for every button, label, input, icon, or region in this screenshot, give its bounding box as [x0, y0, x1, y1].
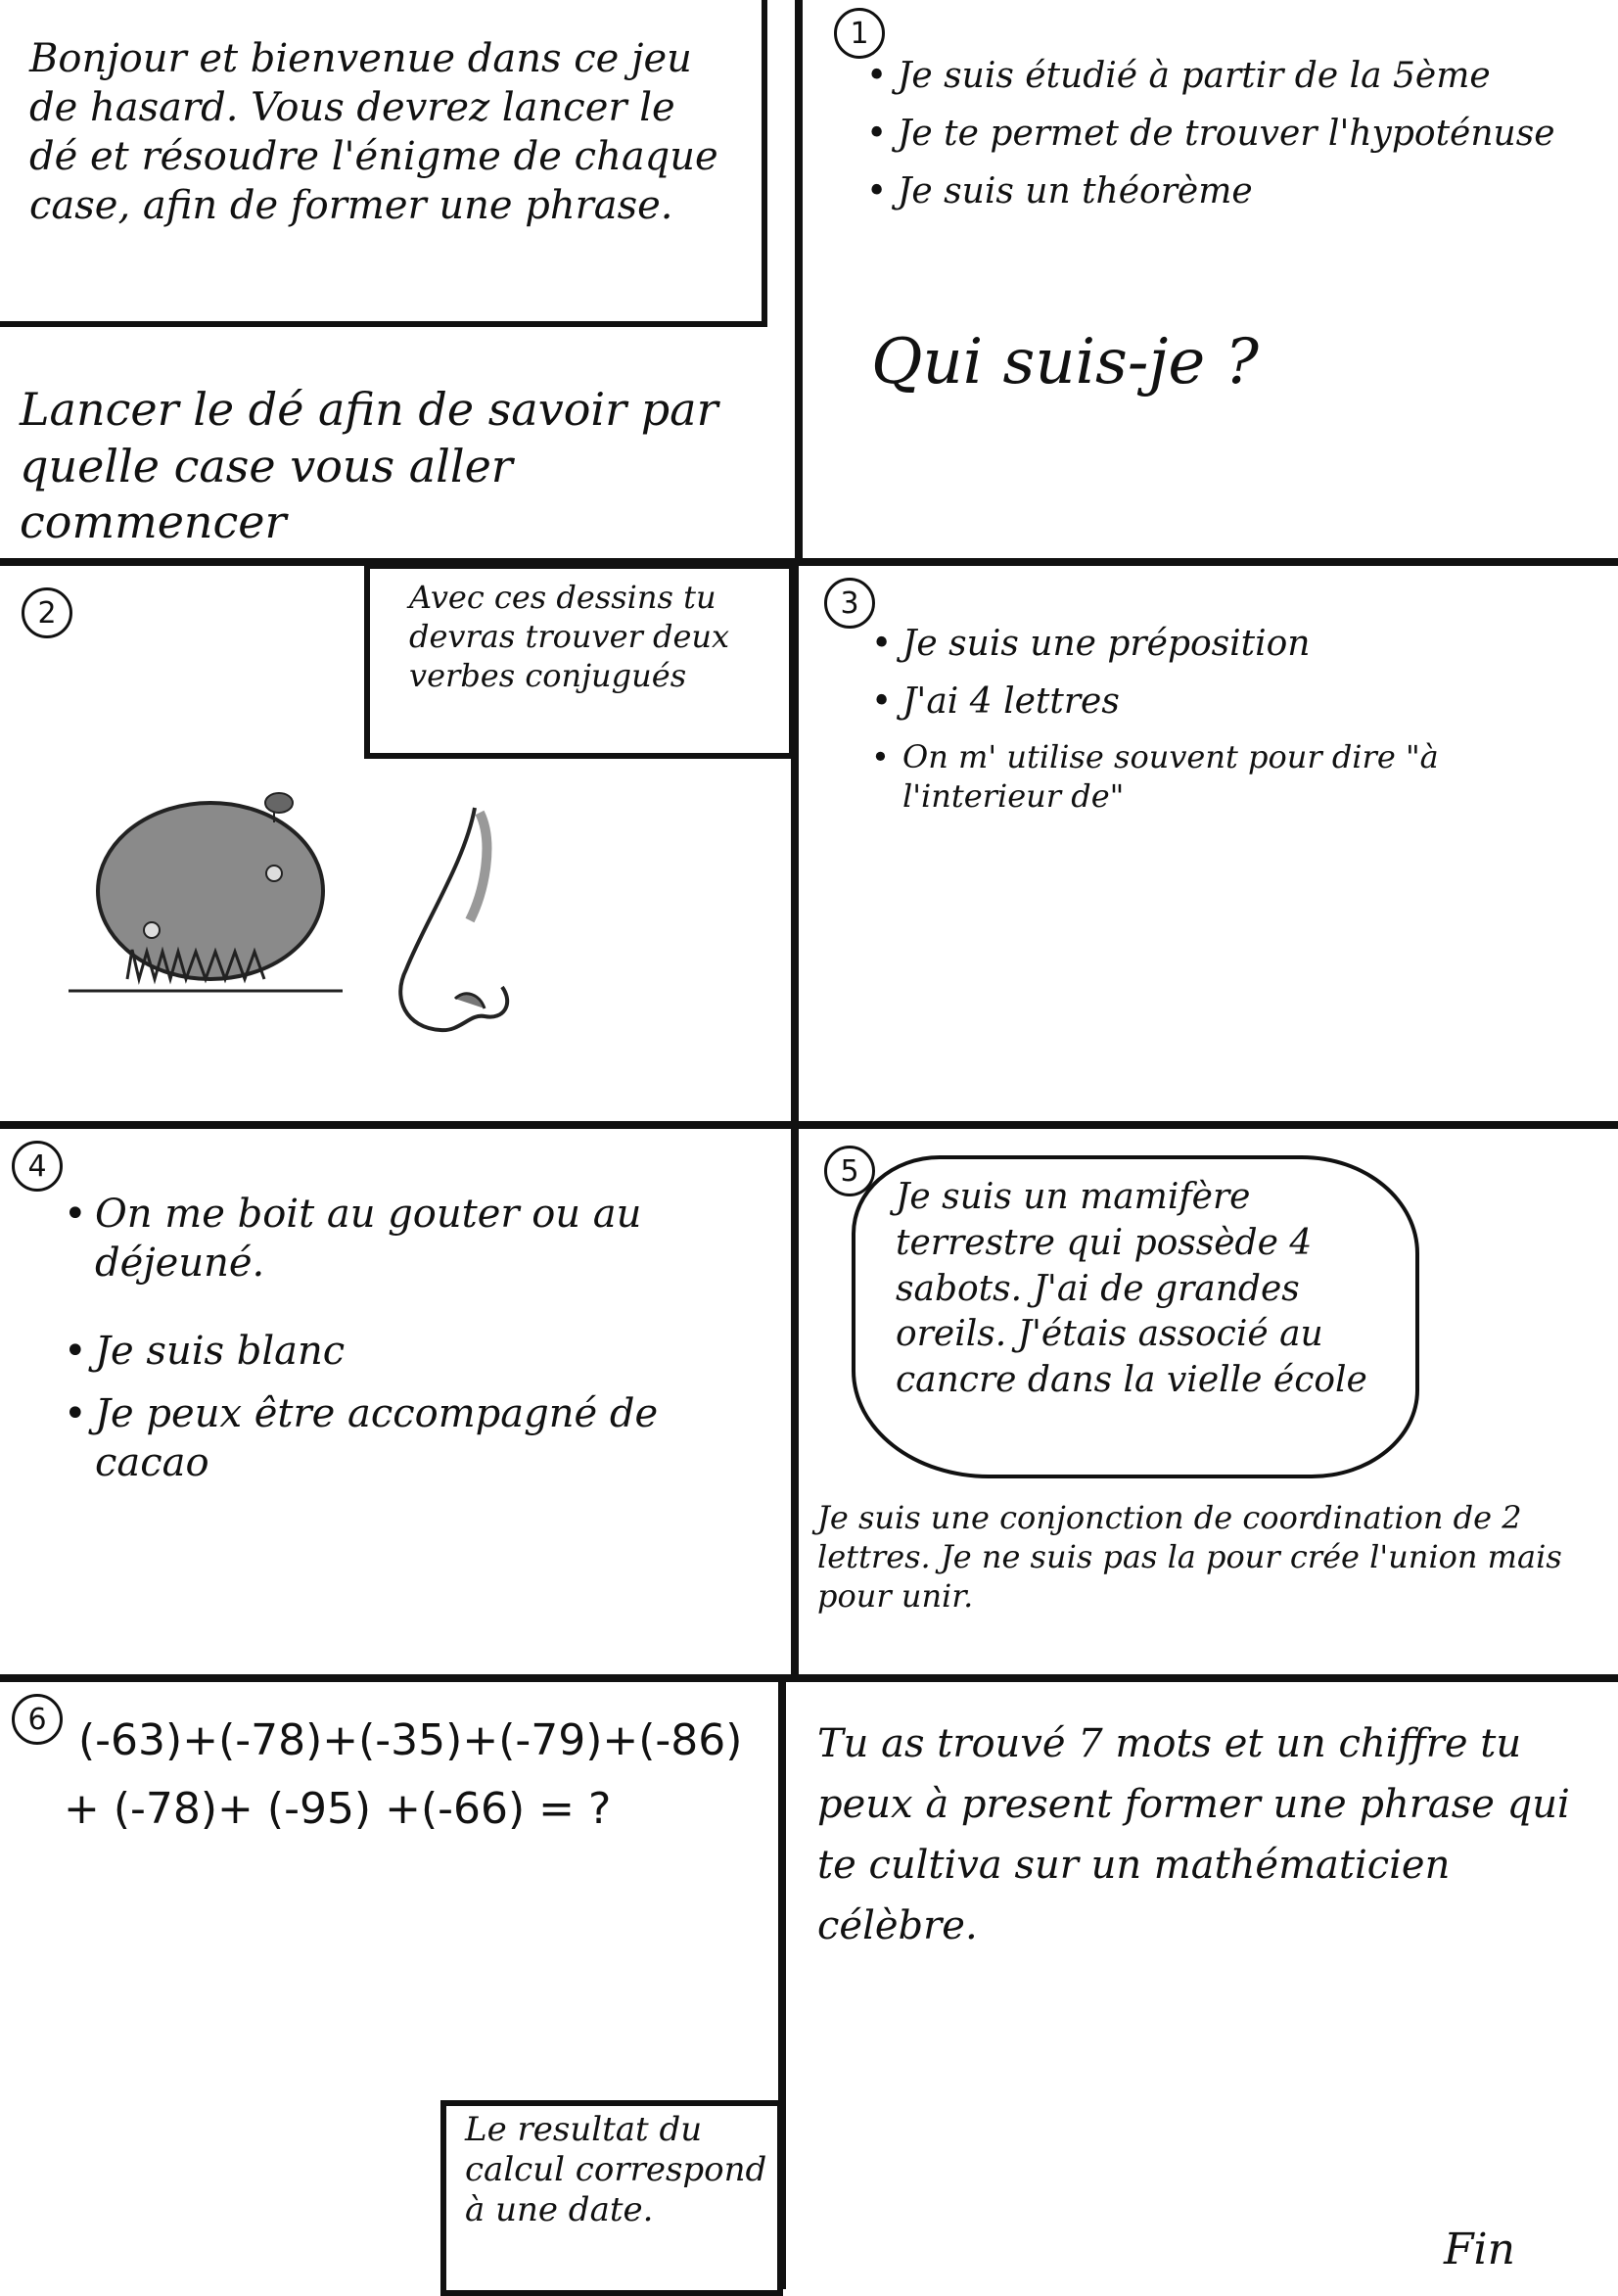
- horizontal-divider-2: [0, 1121, 1618, 1129]
- cell1-clue: • Je suis un théorème: [866, 169, 1591, 213]
- bush-drawing: [69, 783, 343, 1008]
- welcome-text: Bonjour et bienvenue dans ce jeu de hasard. Vous devrez lancer le dé et résoudre l'énigme de chaque case, afin de former une phrase.: [29, 36, 718, 228]
- cell-number-6: 6: [12, 1694, 63, 1745]
- cell-number-2: 2: [22, 587, 72, 638]
- cell3-clue: • J'ai 4 lettres: [871, 679, 1576, 724]
- cell2-caption: Avec ces dessins tu devras trouver deux verbes conjugués: [409, 579, 730, 694]
- cell5-cloud-text: Je suis un mamifère terrestre qui possède 4 sabots. J'ai de grandes oreils. J'étais associé au cancre dans la vielle école: [896, 1177, 1367, 1401]
- cell6-equation-line2: + (-78)+ (-95) +(-66) = ?: [64, 1784, 612, 1834]
- end-label: Fin: [1444, 2225, 1515, 2274]
- horizontal-divider-3: [0, 1674, 1618, 1682]
- cell-number-3: 3: [824, 578, 875, 629]
- cell4-clue: • Je suis blanc: [64, 1327, 749, 1376]
- cell3-clues: [871, 622, 1576, 829]
- cell1-clues: [866, 54, 1591, 227]
- cell5-bottom-text: Je suis une conjonction de coordination de 2 lettres. Je ne suis pas la pour crée l'union mais pour unir.: [817, 1499, 1562, 1615]
- final-text: Tu as trouvé 7 mots et un chiffre tu peux à present former une phrase qui te cultiva sur un mathématicien célèbre.: [817, 1721, 1570, 1948]
- cell6-equation-line1: (-63)+(-78)+(-35)+(-79)+(-86): [78, 1715, 743, 1765]
- cell1-clue: • Je te permet de trouver l'hypoténuse: [866, 112, 1591, 156]
- cell4-clue: • On me boit au gouter ou au déjeuné.: [64, 1190, 749, 1288]
- cell4-clues: [64, 1190, 749, 1501]
- vertical-divider-top: [795, 0, 803, 563]
- cell3-clue: • Je suis une préposition: [871, 622, 1576, 666]
- cell-number-4: 4: [12, 1141, 63, 1192]
- cell1-clue: • Je suis étudié à partir de la 5ème: [866, 54, 1591, 98]
- cell4-clue: • Je peux être accompagné de cacao: [64, 1389, 749, 1487]
- horizontal-divider-1: [0, 558, 1618, 566]
- nose-drawing: [387, 803, 533, 1048]
- cell-number-1: 1: [834, 8, 885, 59]
- start-instruction: Lancer le dé afin de savoir par quelle case vous aller commencer: [20, 383, 718, 548]
- cell1-question: Qui suis-je ?: [871, 326, 1259, 398]
- cell-number-5: 5: [824, 1146, 875, 1196]
- cell3-clue: • On m' utilise souvent pour dire "à l'interieur de": [871, 737, 1576, 816]
- cell6-note: Le resultat du calcul correspond à une date.: [465, 2110, 767, 2229]
